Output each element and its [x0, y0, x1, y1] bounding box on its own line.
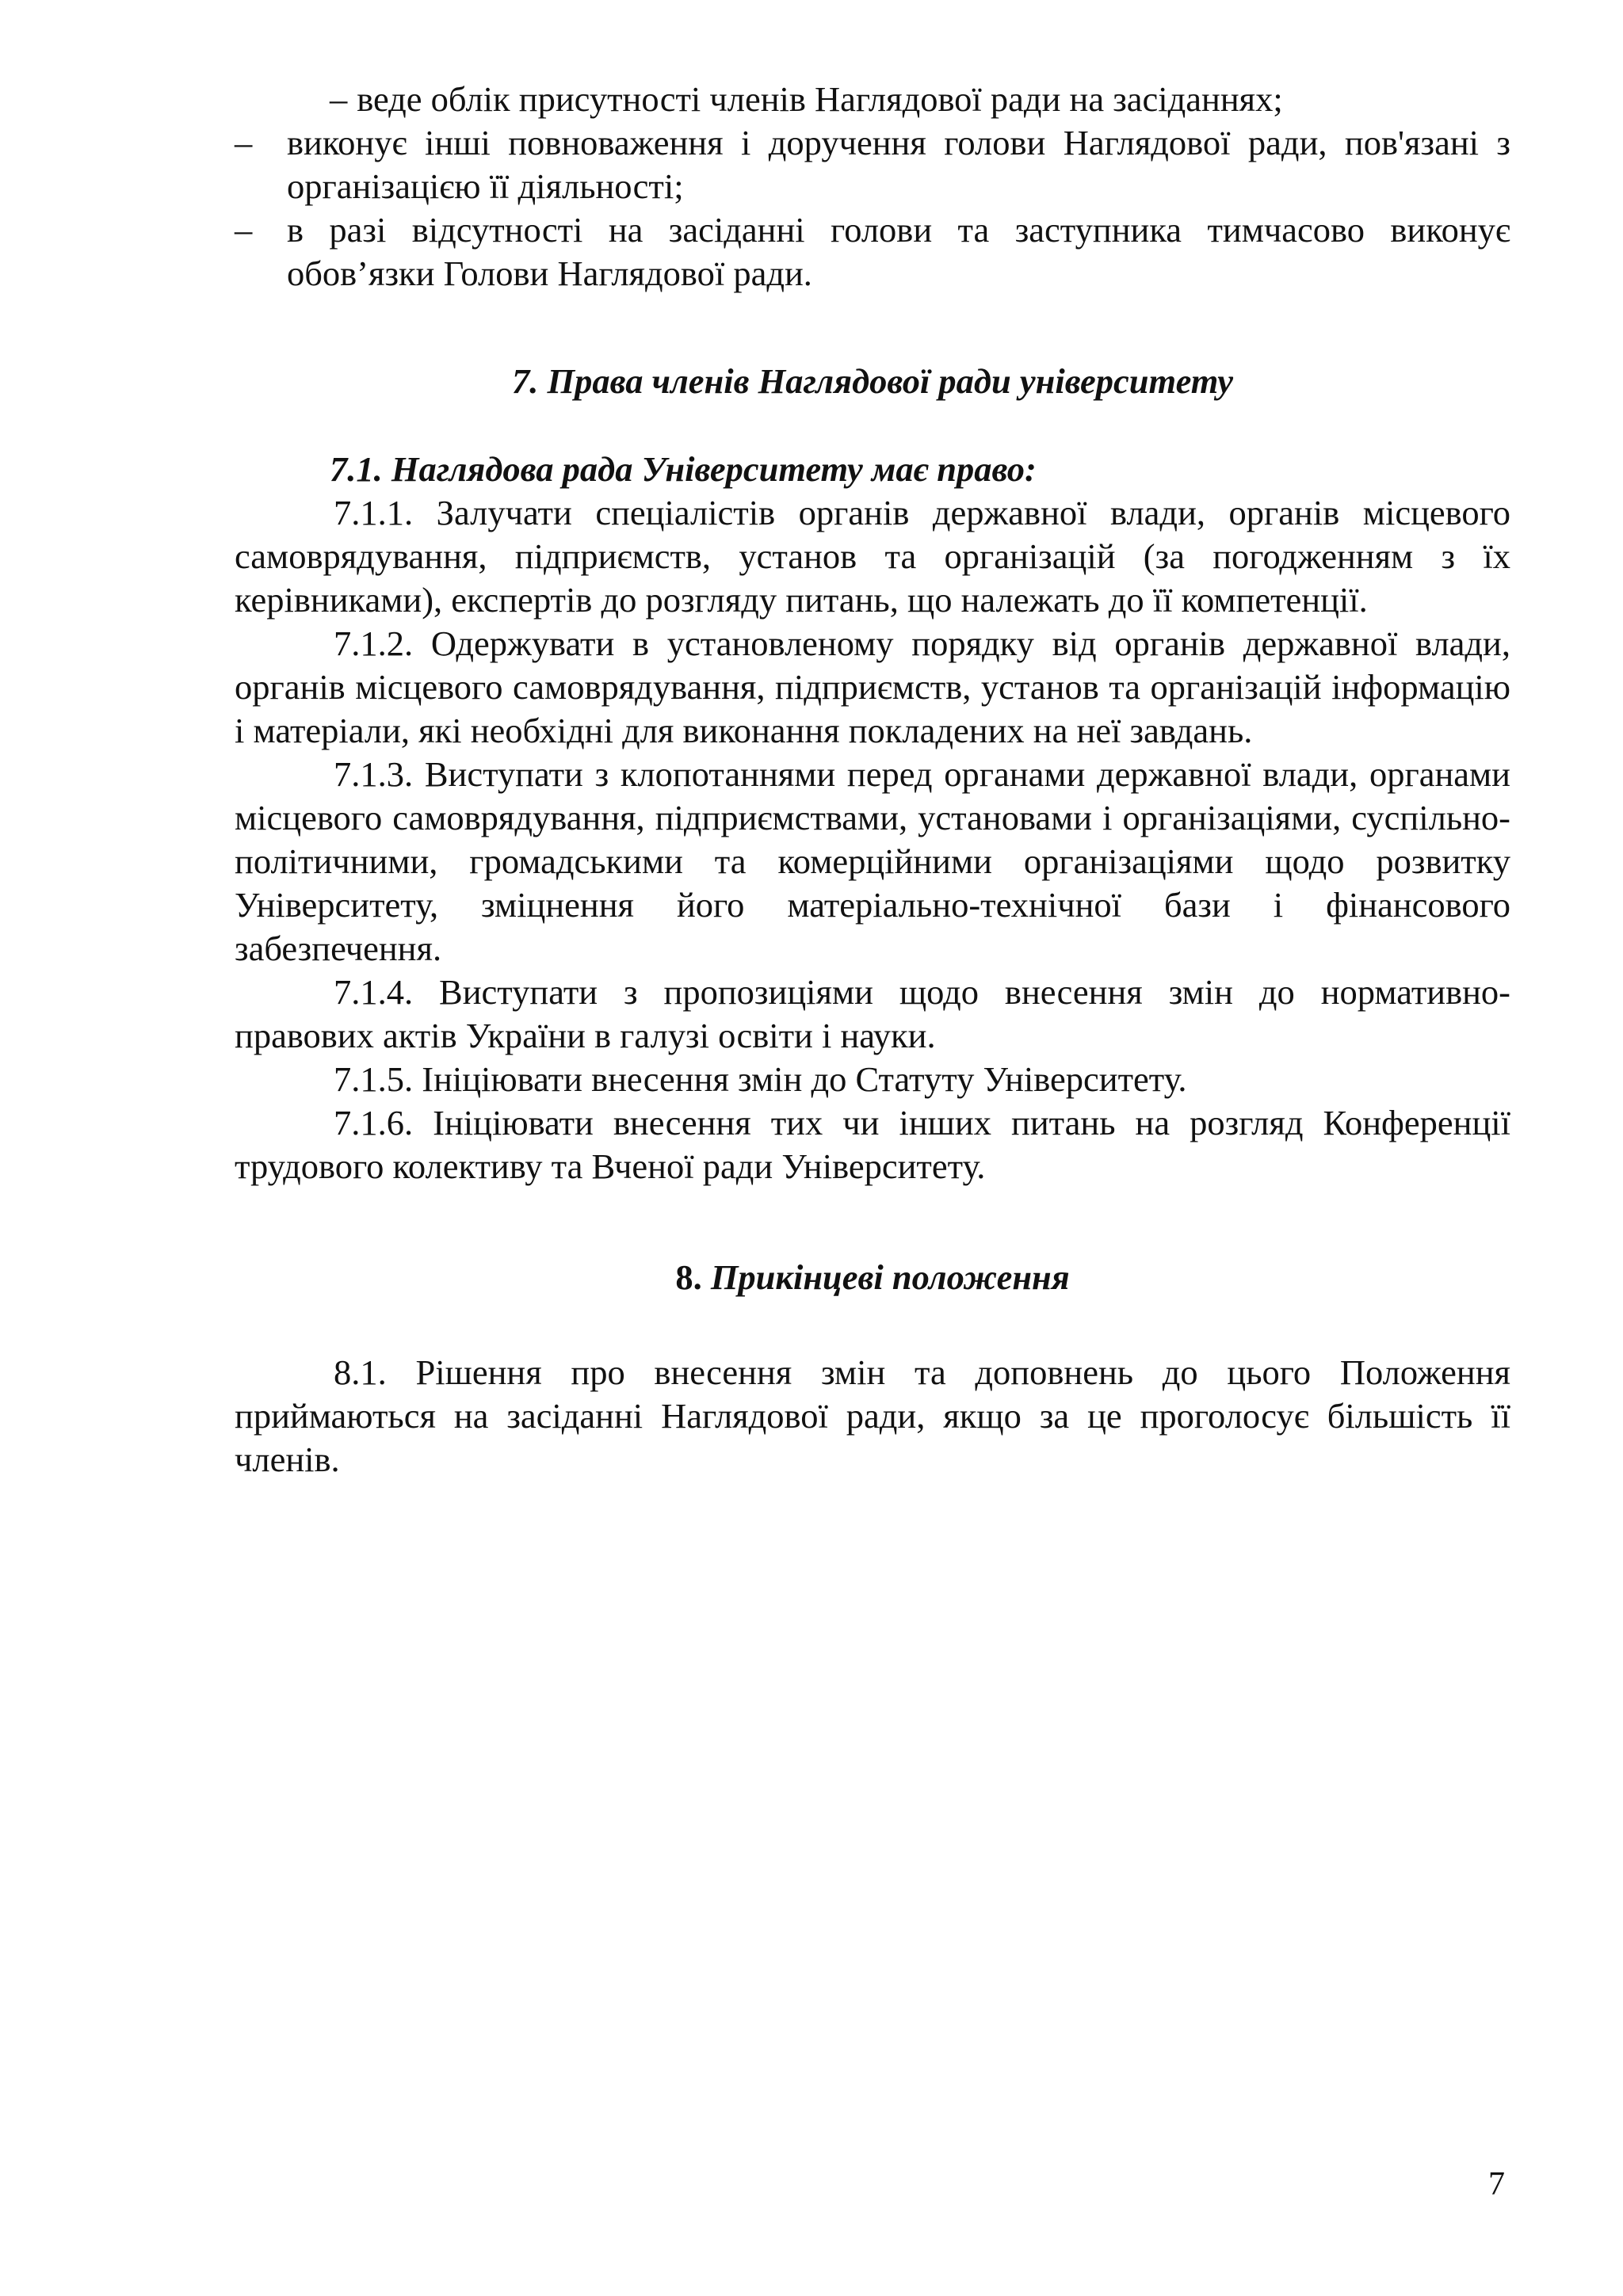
- paragraph-7-1-3: 7.1.3. Виступати з клопотаннями перед органами державної влади, органами місцевого самоврядування, підприємствами, установами і організаціями, суспільно-політичними, громадськими та комерційними організаціями щодо розвитку Університету, зміцнення його матеріально-технічної бази і фінансового забезпечення.: [235, 754, 1510, 968]
- section-7-heading: 7. Права членів Наглядової ради університету: [512, 361, 1233, 401]
- dash-marker: –: [330, 79, 348, 119]
- list-item: [235, 208, 1510, 296]
- paragraph-8-1: 8.1. Рішення про внесення змін та доповнень до цього Положення приймаються на засіданні Наглядової ради, якщо за це проголосує більшість її членів.: [235, 1352, 1510, 1479]
- section-8-heading: [235, 1256, 1510, 1299]
- list-item-text: виконує інші повноваження і доручення голови Наглядової ради, пов'язані з організацією її діяльності;: [287, 123, 1510, 206]
- paragraph-7-1-4: 7.1.4. Виступати з пропозиціями щодо внесення змін до нормативно-правових актів України в галузі освіти і науки.: [235, 972, 1510, 1055]
- list-item-text: в разі відсутності на засіданні голови та заступника тимчасово виконує обов’язки Голови Наглядової ради.: [287, 210, 1510, 293]
- section-8-title: Прикінцеві положення: [710, 1257, 1070, 1297]
- section-7-1-subheading: 7.1. Наглядова рада Університету має право:: [330, 449, 1037, 489]
- list-item-text: веде облік присутності членів Наглядової ради на засіданнях;: [357, 79, 1283, 119]
- paragraph-7-1-1: 7.1.1. Залучати спеціалістів органів державної влади, органів місцевого самоврядування, підприємств, установ та організацій (за погодженням з їх керівниками), експертів до розгляду питань, що належать до її компетенції.: [235, 493, 1510, 620]
- section-7-body: [235, 448, 1510, 1188]
- paragraph-7-1-6: 7.1.6. Ініціювати внесення тих чи інших питань на розгляд Конференції трудового колективу та Вченої ради Університету.: [235, 1103, 1510, 1186]
- section-8-body: [235, 1351, 1510, 1482]
- section-8-number: 8.: [675, 1257, 702, 1297]
- duties-list: [235, 78, 1510, 296]
- list-item: [235, 121, 1510, 208]
- paragraph-7-1-5: 7.1.5. Ініціювати внесення змін до Статуту Університету.: [334, 1059, 1187, 1099]
- list-item: [330, 78, 1510, 121]
- dash-marker: –: [235, 123, 253, 162]
- page-number: 7: [1488, 2166, 1505, 2203]
- paragraph-7-1-2: 7.1.2. Одержувати в установленому порядку від органів державної влади, органів місцевого самоврядування, підприємств, установ та організацій інформацію і матеріали, які необхідні для виконання покладених на неї завдань.: [235, 624, 1510, 750]
- dash-marker: –: [235, 210, 253, 250]
